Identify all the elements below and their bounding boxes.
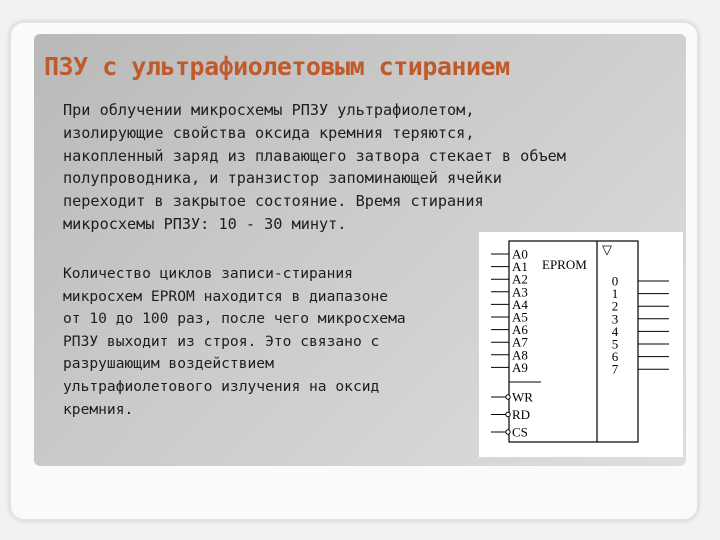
address-pin-label: A2: [512, 271, 528, 287]
address-pin-label: A6: [512, 322, 528, 338]
slide-title: ПЗУ с ультрафиолетовым стиранием: [44, 52, 510, 81]
paragraph-line: Количество циклов записи-стирания: [63, 265, 353, 282]
data-pin-label: 1: [611, 286, 619, 302]
paragraph-line: микросхемы РПЗУ: 10 - 30 минут.: [63, 214, 347, 233]
address-pin-label: A9: [512, 359, 528, 375]
paragraph-line: РПЗУ выходит из строя. Это связано с: [63, 332, 380, 350]
data-pin-label: 0: [611, 273, 619, 289]
address-pin-label: A4: [512, 296, 528, 312]
data-pin-label: 3: [611, 311, 619, 327]
address-pin-label: A1: [512, 259, 528, 275]
control-pin-label: WR: [512, 389, 533, 405]
paragraph-line: разрушающим воздействием: [63, 355, 274, 373]
chip-name: EPROM: [542, 257, 587, 272]
eprom-diagram: [479, 232, 683, 457]
paragraph-line: кремния.: [63, 400, 134, 418]
address-pin-label: A5: [512, 309, 528, 325]
paragraph-line: ультрафиолетового излучения на оксид: [63, 377, 380, 395]
data-pin-label: 2: [611, 298, 619, 314]
address-pin-label: A0: [512, 246, 528, 262]
address-pin-label: A8: [512, 347, 528, 363]
inversion-bubble: [506, 430, 510, 434]
paragraph-cycles: [63, 263, 406, 421]
paragraph-line: микросхем EPROM находится в диапазоне: [63, 287, 389, 305]
eprom-chip-svg: [479, 232, 683, 457]
data-pin-label: 6: [611, 349, 619, 365]
paragraph-line: При облучении микросхемы РПЗУ ультрафиолетом,: [63, 101, 475, 119]
paragraph-erasure: [63, 99, 566, 236]
inversion-bubble: [506, 412, 510, 416]
paragraph-line: переходит в закрытое состояние. Время стирания: [63, 192, 484, 211]
paragraph-line: от 10 до 100 раз, после чего микросхема: [63, 310, 406, 328]
data-pin-label: 5: [611, 336, 619, 352]
address-pin-label: A3: [512, 284, 528, 300]
paragraph-line: изолирующие свойства оксида кремния теряются,: [63, 123, 475, 142]
data-pin-label: 4: [611, 323, 619, 339]
paragraph-line: накопленный заряд из плавающего затвора стекает в объем: [63, 146, 566, 165]
address-pin-label: A7: [512, 334, 528, 350]
control-pin-label: CS: [512, 424, 528, 440]
data-pin-label: 7: [611, 361, 619, 377]
control-pin-label: RD: [512, 407, 531, 422]
erase-mark: ▽: [602, 242, 612, 257]
inversion-bubble: [506, 395, 510, 399]
paragraph-line: полупроводника, и транзистор запоминающей ячейки: [63, 169, 502, 188]
